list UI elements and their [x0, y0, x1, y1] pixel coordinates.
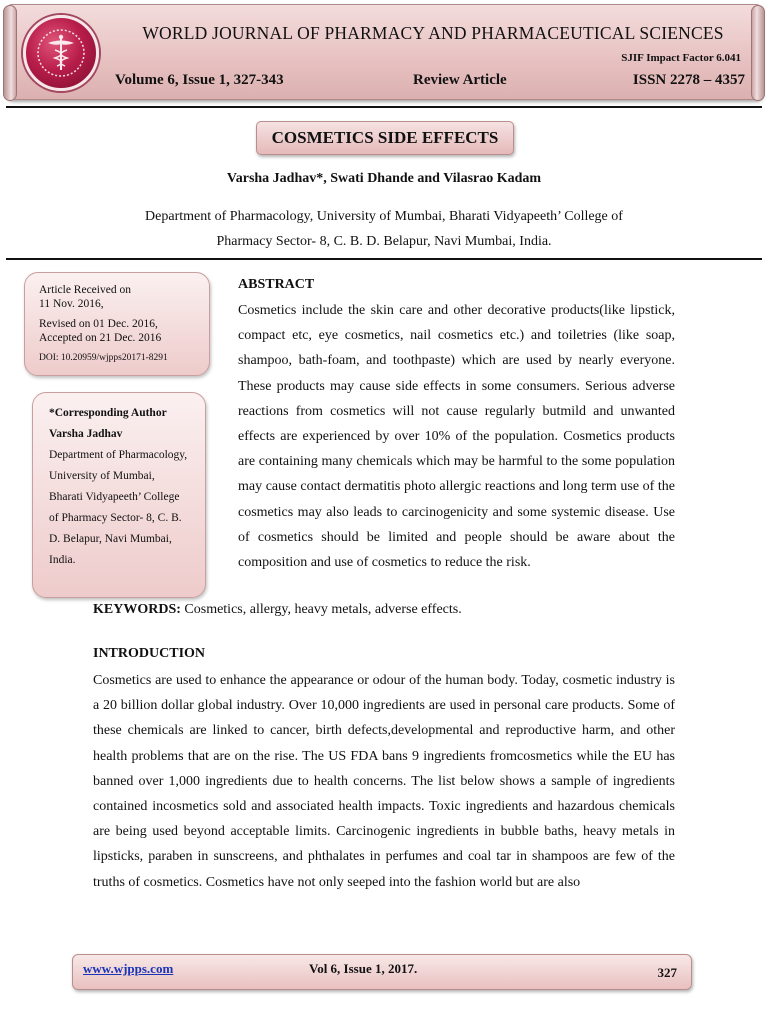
- scroll-curl-right: [751, 5, 765, 101]
- abstract-text: Cosmetics include the skin care and other decorative products(like lipstick, compact etc, eye cosmetics, nail cosmetics etc.) and toiletries (like soap, shampoo, bath-foam, and toothpaste) which are used by nearly everyone. These products may cause side effects in some consumers. Serious adverse reactions from cosmetics will not cause regularly butmild and unwanted effects are experienced by over 10% of the population. Cosmetics products are containing many chemicals which may be harmful to the some population may cause contact dermatitis photo allergic reactions and long term use of the cosmetics may also leads to carcinogenicity and some systemic disease. Use of cosmetics should be limited and people should be aware about the composition and use of cosmetics to reduce the risk.: [238, 303, 675, 571]
- keywords-text: Cosmetics, allergy, heavy metals, adverse effects.: [180, 602, 462, 617]
- journal-title: WORLD JOURNAL OF PHARMACY AND PHARMACEUTICAL SCIENCES: [142, 23, 724, 43]
- affiliation-line: Pharmacy Sector- 8, C. B. D. Belapur, Navi Mumbai, India.: [216, 234, 552, 249]
- footer-volume: Vol 6, Issue 1, 2017.: [309, 961, 418, 976]
- corresponding-address: Department of Pharmacology, University of Mumbai, Bharati Vidyapeeth’ College of Pharmacy Sector- 8, C. B. D. Belapur, Navi Mumbai, India.: [49, 449, 188, 566]
- journal-website-link[interactable]: www.wjpps.com: [83, 961, 174, 976]
- page-footer: [72, 954, 692, 990]
- scroll-curl-left: [3, 5, 17, 101]
- journal-logo-icon: [23, 15, 99, 91]
- corresponding-author-box: [32, 392, 206, 598]
- page-number: 327: [657, 965, 677, 980]
- introduction-text: Cosmetics are used to enhance the appearance or odour of the human body. Today, cosmetic industry is a 20 billion dollar global industry. Over 10,000 ingredients are used in personal care products. Some of these chemicals are linked to cancer, birth defects,developmental and reproductive harm, and other health problems that are on the rise. The US FDA bans 9 ingredients fromcosmetics while the EU has banned over 1,000 ingredients due to health concerns. The list below shows a sample of ingredients contained incosmetics sold and associated health impacts. Toxic ingredients and hazardous chemicals are being used beyond acceptable limits. Carcinogenic ingredients in bubble baths, heavy metals in lipsticks, paraben in sunscreens, and phthalates in perfumes and coal tar in shampoos are few of the truths of cosmetics. Cosmetics have not only seeped into the fashion world but are also: [93, 673, 675, 890]
- abstract-heading: ABSTRACT: [238, 277, 315, 292]
- affiliation: [60, 204, 708, 254]
- received-date: 11 Nov. 2016,: [39, 298, 104, 310]
- article-info-box: [24, 272, 210, 376]
- article-type: Review Article: [413, 72, 507, 88]
- issn: ISSN 2278 – 4357: [632, 72, 745, 88]
- keywords-label: KEYWORDS:: [93, 602, 181, 617]
- keywords: [93, 602, 462, 618]
- introduction-heading: INTRODUCTION: [93, 646, 206, 661]
- doi: DOI: 10.20959/wjpps20171-8291: [39, 353, 168, 363]
- volume-issue: Volume 6, Issue 1, 327-343: [115, 72, 284, 88]
- caduceus-icon: [36, 28, 86, 78]
- corresponding-heading: *Corresponding Author: [49, 407, 167, 419]
- journal-header-banner: [6, 4, 762, 100]
- section-divider: [6, 258, 762, 260]
- header-divider: [6, 106, 762, 108]
- affiliation-line: Department of Pharmacology, University of Mumbai, Bharati Vidyapeeth’ College of: [145, 209, 623, 224]
- received-label: Article Received on: [39, 284, 131, 296]
- author-list: Varsha Jadhav*, Swati Dhande and Vilasrao Kadam: [226, 171, 542, 186]
- accepted-date: Accepted on 21 Dec. 2016: [39, 332, 162, 344]
- corresponding-name: Varsha Jadhav: [49, 428, 123, 440]
- revised-date: Revised on 01 Dec. 2016,: [39, 318, 158, 330]
- article-title: COSMETICS SIDE EFFECTS: [256, 121, 514, 155]
- impact-factor: SJIF Impact Factor 6.041: [621, 52, 741, 64]
